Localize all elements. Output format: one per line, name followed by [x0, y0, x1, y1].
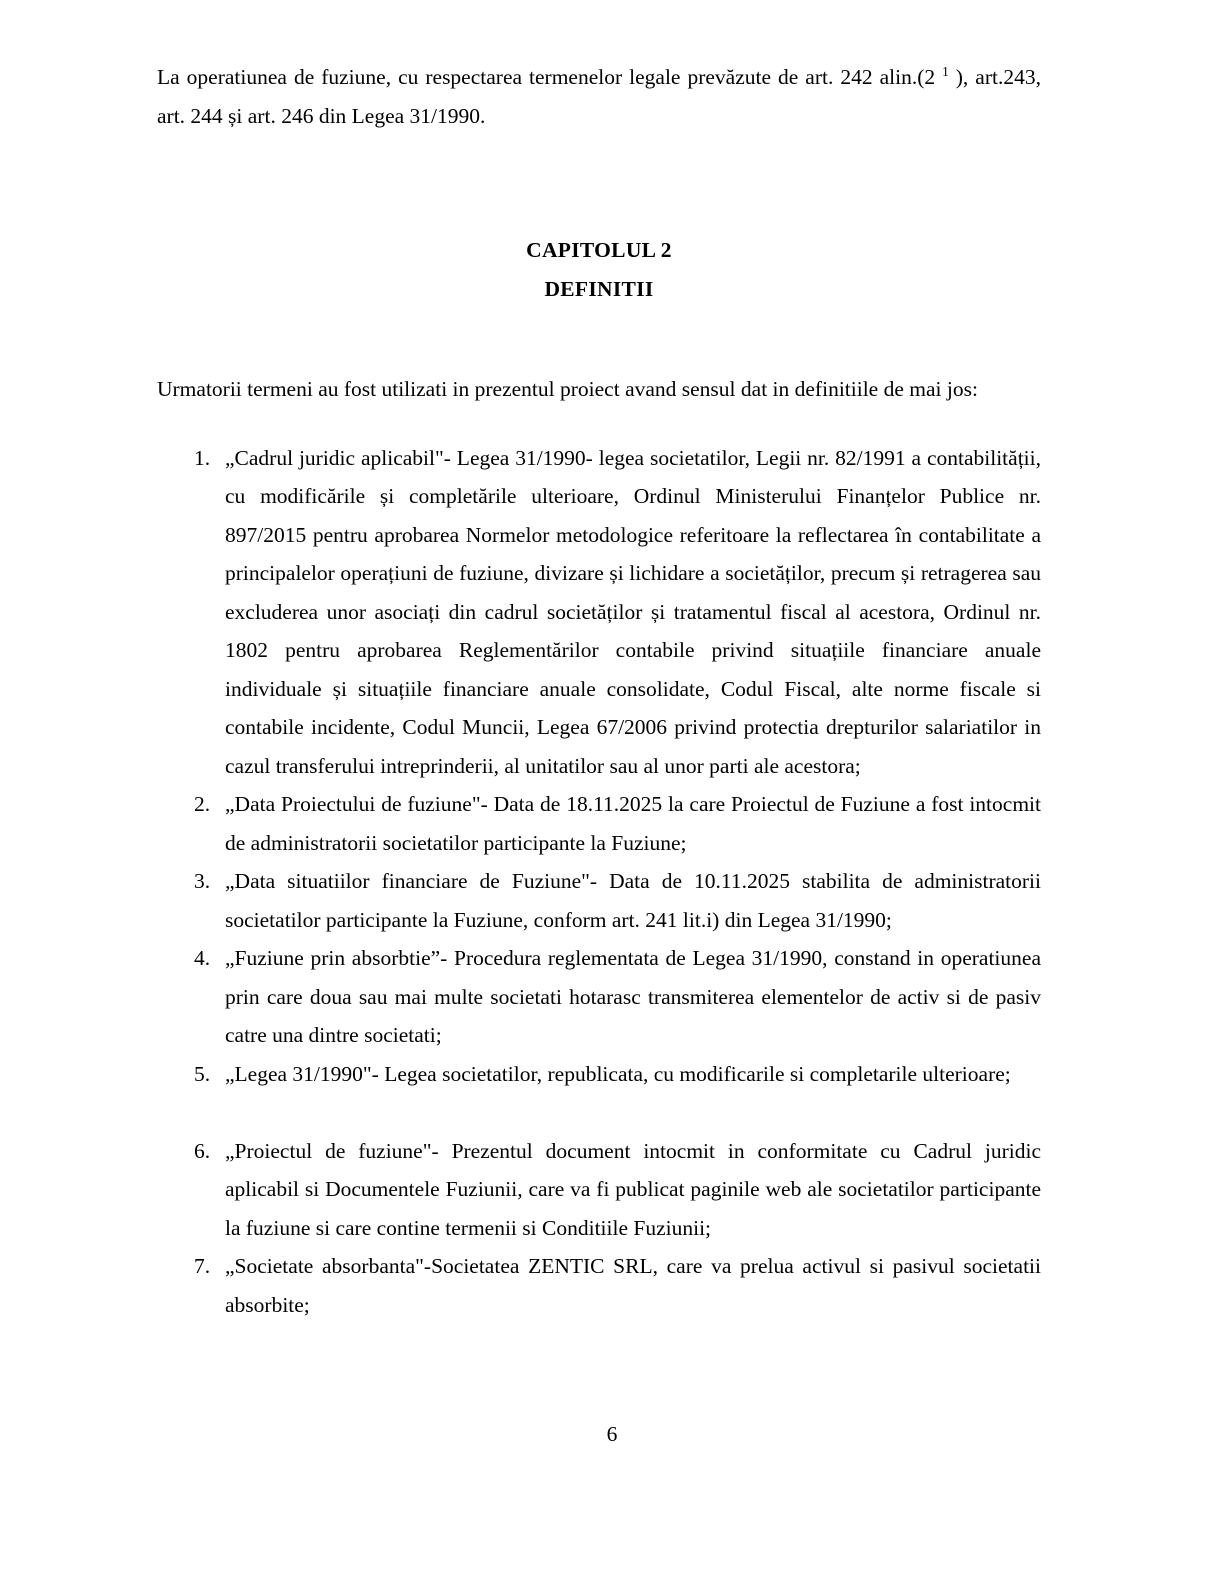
spacer-after-section-heading: [157, 308, 1041, 370]
opening-paragraph-text-after-superscript: ), art.243, art. 244 și art. 246 din Legea 31/1990.: [157, 65, 1041, 128]
intro-paragraph: Urmatorii termeni au fost utilizati in prezentul proiect avand sensul dat in definitiile de mai jos:: [157, 377, 978, 401]
chapter-heading: CAPITOLUL 2: [526, 238, 672, 262]
list-item-marker: 7.: [194, 1254, 211, 1278]
footnote-reference-superscript: 1: [942, 63, 949, 79]
list-item-text: „Cadrul juridic aplicabil"- Legea 31/1990- legea societatilor, Legii nr. 82/1991 a contabilității, cu modificările și completările ulterioare, Ordinul Ministerului Finanțelor Publice nr. 897/2015 pentru aprobarea Normelor metodologice referitoare la reflectarea în contabilitate a principalelor operațiuni de fuziune, divizare și lichidare a societăților, precum și retragerea sau excluderea unor asociați din cadrul societăților și tratamentul fiscal al acestora, Ordinul nr. 1802 pentru aprobarea Reglementărilor contabile privind situațiile financiare anuale individuale și situațiile financiare anuale consolidate, Codul Fiscal, alte norme fiscale si contabile incidente, Codul Muncii, Legea 67/2006 privind protectia drepturilor salariatilor in cazul transferului intreprinderii, al unitatilor sau al unor parti ale acestora;: [225, 445, 1041, 778]
document-body: [157, 58, 1041, 1324]
list-item-marker: 3.: [194, 869, 211, 893]
spacer-before-list: [157, 409, 1041, 439]
list-item: [157, 939, 1041, 1055]
list-item-text: „Legea 31/1990"- Legea societatilor, republicata, cu modificarile si completarile ulterioare;: [225, 1061, 1011, 1086]
list-item-text: „Societate absorbanta"-Societatea ZENTIC SRL, care va prelua activul si pasivul societatii absorbite;: [225, 1254, 1041, 1317]
list-item-text: „Fuziune prin absorbtie”- Procedura reglementata de Legea 31/1990, constand in operatiunea prin care doua sau mai multe societati hotarasc transmiterea elementelor de activ si de pasiv catre una dintre societati;: [225, 946, 1041, 1047]
list-item: [157, 439, 1041, 786]
list-item: [157, 862, 1041, 939]
opening-paragraph-text-before-superscript: La operatiunea de fuziune, cu respectarea termenelor legale prevăzute de art. 242 alin.(2: [157, 65, 943, 89]
list-item-marker: 1.: [194, 445, 211, 470]
list-item: [157, 1132, 1041, 1248]
opening-paragraph: [157, 58, 1041, 135]
list-item-marker: 6.: [194, 1138, 211, 1163]
list-item: [157, 1055, 1041, 1094]
spacer-before-chapter-heading: [157, 135, 1041, 231]
definitions-list: [157, 439, 1041, 1325]
list-item-text: „Data situatiilor financiare de Fuziune"- Data de 10.11.2025 stabilita de administratorii societatilor participante la Fuziune, conform art. 241 lit.i) din Legea 31/1990;: [225, 869, 1041, 932]
list-item-marker: 4.: [194, 946, 211, 970]
list-item-text: „Data Proiectului de fuziune"- Data de 18.11.2025 la care Proiectul de Fuziune a fost intocmit de administratorii societatilor participante la Fuziune;: [225, 792, 1041, 855]
list-item: [157, 1247, 1041, 1324]
section-heading: DEFINITII: [544, 276, 654, 301]
list-item-text: „Proiectul de fuziune"- Prezentul document intocmit in conformitate cu Cadrul juridic aplicabil si Documentele Fuziunii, care va fi publicat paginile web ale societatilor participante la fuziune si care contine termenii si Conditiile Fuziunii;: [225, 1138, 1041, 1240]
list-item-marker: 5.: [194, 1061, 211, 1086]
page-number: 6: [606, 1422, 618, 1446]
list-item-marker: 2.: [194, 792, 211, 816]
list-item: [157, 785, 1041, 862]
